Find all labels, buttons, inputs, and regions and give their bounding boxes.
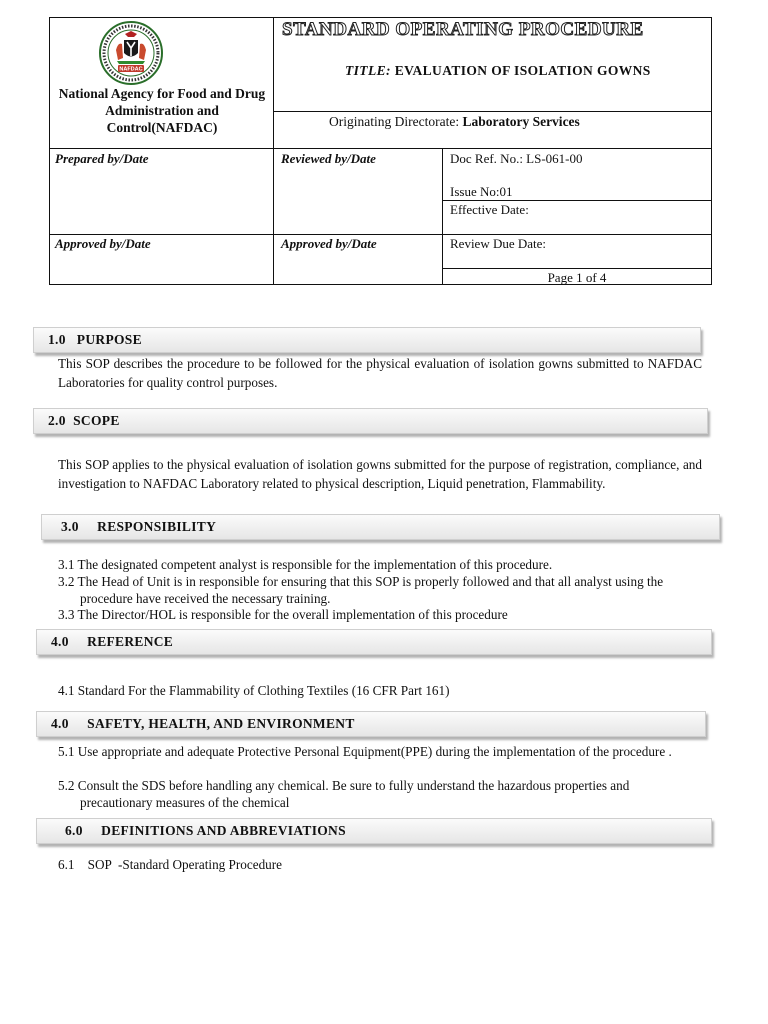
section-heading-safety: [36, 711, 706, 737]
directorate-label: Originating Directorate:: [329, 114, 460, 129]
section-title: 3.0 RESPONSIBILITY: [61, 519, 217, 534]
effective-date: Effective Date:: [450, 202, 529, 217]
section-heading-reference: [36, 629, 712, 655]
reviewed-by-label: Reviewed by/Date: [281, 151, 376, 166]
divider: [49, 234, 712, 235]
list-item: 5.2 Consult the SDS before handling any chemical. Be sure to fully understand the hazardous properties and precautionary measures of the chemical: [58, 778, 630, 810]
divider: [49, 148, 712, 149]
section-heading-scope: [33, 408, 708, 434]
section-title: 4.0 REFERENCE: [51, 634, 174, 649]
divider: [442, 268, 712, 269]
section-heading-definitions: [36, 818, 712, 844]
title-label: TITLE:: [345, 63, 391, 78]
divider: [273, 17, 274, 285]
sop-heading: STANDARD OPERATING PROCEDURE: [282, 19, 644, 40]
scope-text: This SOP applies to the physical evaluation of isolation gowns submitted for the purpose of registration, compliance, and investigation to NAFDAC Laboratory related to physical description, Liquid penetration, Flammability.: [58, 457, 702, 491]
list-item: 3.1 The designated competent analyst is responsible for the implementation of this procedure.: [58, 557, 553, 572]
section-title: 2.0 SCOPE: [48, 413, 120, 428]
section-heading-responsibility: [41, 514, 720, 540]
svg-text:NAFDAC: NAFDAC: [119, 66, 143, 73]
divider: [442, 200, 712, 201]
divider: [442, 148, 443, 285]
document-title: [345, 63, 651, 79]
approved-by-label: Approved by/Date: [281, 236, 377, 251]
issue-number: Issue No:01: [450, 184, 513, 199]
directorate-value: Laboratory Services: [462, 114, 580, 129]
list-item: 4.1 Standard For the Flammability of Clothing Textiles (16 CFR Part 161): [58, 683, 450, 698]
originating-directorate: [329, 114, 580, 130]
list-item: 3.2 The Head of Unit is in responsible for ensuring that this SOP is properly followed and that all analyst using the procedure have received the necessary training.: [58, 574, 664, 606]
section-title: 4.0 SAFETY, HEALTH, AND ENVIRONMENT: [51, 716, 355, 731]
list-item: 5.1 Use appropriate and adequate Protective Personal Equipment(PPE) during the implementation of the procedure .: [58, 744, 672, 759]
nafdac-logo: [98, 20, 164, 86]
section-title: 1.0 PURPOSE: [48, 332, 142, 347]
list-item: 6.1 SOP -Standard Operating Procedure: [58, 857, 283, 872]
section-heading-purpose: [33, 327, 701, 353]
title-value: EVALUATION OF ISOLATION GOWNS: [394, 63, 651, 78]
doc-ref-number: Doc Ref. No.: LS-061-00: [450, 151, 583, 166]
approved-by-label: Approved by/Date: [55, 236, 151, 251]
review-due-date: Review Due Date:: [450, 236, 547, 251]
section-title: 6.0 DEFINITIONS AND ABBREVIATIONS: [65, 823, 346, 838]
agency-name: National Agency for Food and Drug Administration and Control(NAFDAC): [58, 86, 266, 135]
divider: [273, 111, 712, 112]
purpose-text: This SOP describes the procedure to be followed for the physical evaluation of isolation gowns submitted to NAFDAC Laboratories for quality control purposes.: [58, 356, 702, 390]
page-number: Page 1 of 4: [547, 270, 607, 285]
list-item: 3.3 The Director/HOL is responsible for the overall implementation of this procedure: [58, 607, 508, 622]
prepared-by-label: Prepared by/Date: [55, 151, 149, 166]
